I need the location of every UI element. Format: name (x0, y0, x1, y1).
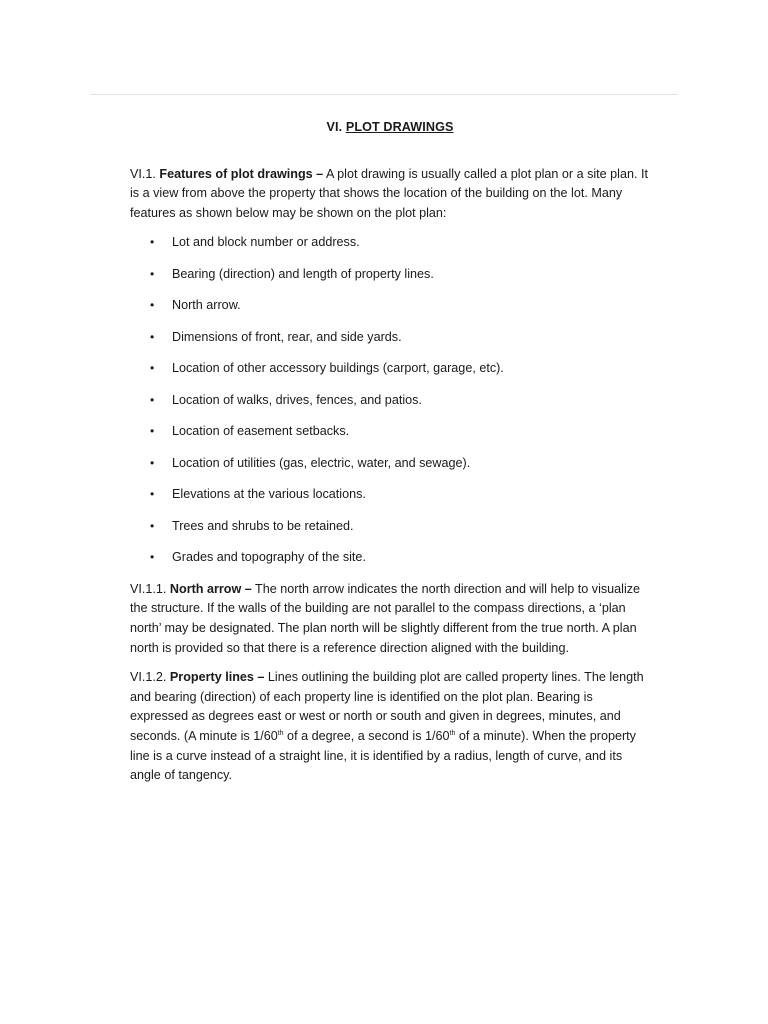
section-property-lines-body-3: of a minute). When the property line is a curve instead of a straight line, it is identified by a radius, length of curve, and its angle of tangency. (130, 729, 636, 783)
section-north-arrow-number: VI.1.1. (130, 581, 167, 596)
title-number: VI. (326, 120, 343, 134)
list-item-text: Elevations at the various locations. (172, 487, 366, 502)
superscript-th: th (277, 729, 284, 737)
bullet-icon: • (150, 361, 155, 376)
list-item-text: Location of easement setbacks. (172, 424, 350, 439)
bullet-icon: • (150, 235, 155, 250)
bullet-icon: • (150, 455, 155, 470)
list-item (130, 328, 650, 349)
list-item (130, 391, 650, 412)
document-body (130, 118, 650, 796)
section-property-lines-heading: Property lines – (169, 670, 265, 685)
title-text: PLOT DRAWINGS (345, 120, 454, 134)
bullet-icon: • (150, 518, 155, 533)
list-item-text: Location of walks, drives, fences, and patios. (172, 392, 422, 407)
list-item-text: North arrow. (172, 298, 241, 313)
page-title (130, 118, 650, 138)
list-item-text: Bearing (direction) and length of property lines. (172, 266, 434, 281)
superscript-th: th (449, 729, 456, 737)
section-property-lines-body-2: of a degree, a second is 1/60 (283, 729, 450, 744)
section-features-number: VI.1. (130, 166, 156, 181)
list-item (130, 548, 650, 569)
section-features-paragraph (130, 165, 650, 224)
bullet-icon: • (150, 266, 155, 281)
list-item-text: Location of other accessory buildings (carport, garage, etc). (172, 361, 504, 376)
section-features-body: A plot drawing is usually called a plot plan or a site plan. It is a view from above the property that shows the location of the building on the lot. Many features as shown below may be shown on the plot plan: (130, 166, 648, 220)
section-north-arrow-paragraph (130, 580, 650, 658)
bullet-icon: • (150, 487, 155, 502)
top-divider (90, 94, 678, 95)
section-property-lines-number: VI.1.2. (130, 670, 167, 685)
bullet-icon: • (150, 392, 155, 407)
features-list (130, 233, 650, 569)
list-item (130, 485, 650, 506)
list-item (130, 265, 650, 286)
list-item-text: Trees and shrubs to be retained. (172, 518, 354, 533)
list-item (130, 359, 650, 380)
bullet-icon: • (150, 424, 155, 439)
section-features-heading: Features of plot drawings – (159, 166, 324, 181)
section-north-arrow-heading: North arrow – (169, 581, 252, 596)
list-item-text: Dimensions of front, rear, and side yards. (172, 329, 402, 344)
list-item-text: Lot and block number or address. (172, 235, 360, 250)
section-property-lines-body-1: Lines outlining the building plot are called property lines. The length and bearing (direction) of each property line is identified on the plot plan. Bearing is expressed as degrees east or west or north or south and given in degrees, minutes, and seconds. (A minute is 1/60 (130, 670, 644, 744)
list-item-text: Grades and topography of the site. (172, 550, 366, 565)
list-item (130, 454, 650, 475)
section-property-lines-paragraph (130, 668, 650, 786)
bullet-icon: • (150, 298, 155, 313)
list-item-text: Location of utilities (gas, electric, water, and sewage). (172, 455, 471, 470)
list-item (130, 296, 650, 317)
bullet-icon: • (150, 329, 155, 344)
list-item (130, 422, 650, 443)
list-item (130, 517, 650, 538)
section-north-arrow-body: The north arrow indicates the north direction and will help to visualize the structure. If the walls of the building are not parallel to the compass directions, a ‘plan north’ may be designated. The plan north will be slightly different from the true north. A plan north is provided so that there is a reference direction aligned with the building. (130, 581, 641, 655)
list-item (130, 233, 650, 254)
bullet-icon: • (150, 550, 155, 565)
